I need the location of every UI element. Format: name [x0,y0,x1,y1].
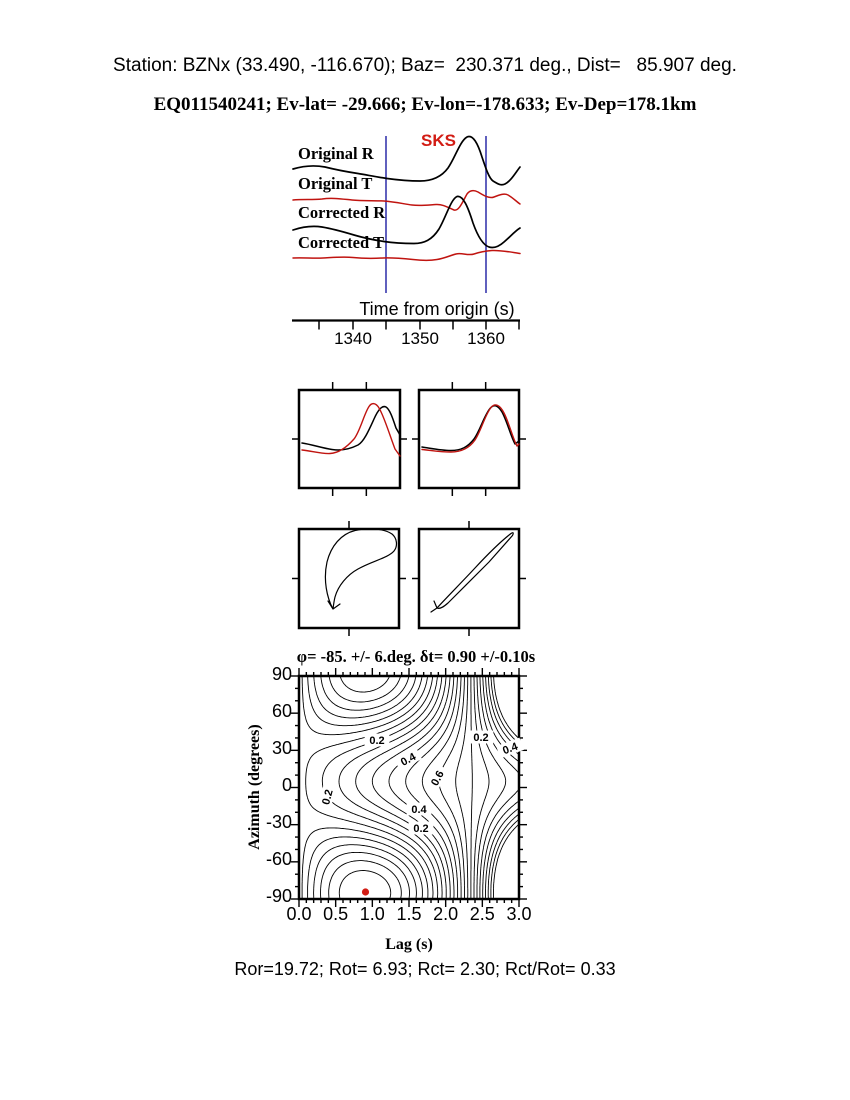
time-axis-label: Time from origin (s) [359,299,515,319]
contour-annotation-text: 0.4 [501,740,520,758]
az-tick-0: 0 [281,775,292,795]
results-line: Ror=19.72; Rot= 6.93; Rct= 2.30; Rct/Rot= 0.33 [234,959,616,979]
particle-left-loop [325,529,396,609]
contour-panel [291,668,527,907]
trace-label-original-r: Original R [298,144,374,163]
lag-tick-15: 1.5 [396,904,422,924]
station-info-line: Station: BZNx (33.490, -116.670); Baz= 230.371 deg., Dist= 85.907 deg. [113,55,737,76]
az-tick-90: 90 [271,664,292,684]
contour-annotation-text: 0.4 [411,804,427,816]
lag-tick-10: 1.0 [359,904,385,924]
overlay-box [419,390,519,488]
lag-tick-00: 0.0 [286,904,312,924]
contour-annotation-text: 0.2 [320,788,336,807]
event-info-line: EQ011540241; Ev-lat= -29.666; Ev-lon=-178.633; Ev-Dep=178.1km [153,94,697,115]
time-tick-1360: 1360 [467,329,505,348]
time-tick-1350: 1350 [401,329,439,348]
contour-line [456,676,468,899]
azimuth-axis-label: Azimuth (degrees) [246,724,263,850]
time-tick-1340: 1340 [334,329,372,348]
lag-axis-label: Lag (s) [385,936,433,953]
contour-line [471,676,472,899]
trace-label-corrected-t: Corrected T [298,233,384,252]
particle-box [299,529,399,628]
overlay-box [299,390,400,488]
trace-label-corrected-r: Corrected R [298,203,386,222]
contour-annotation-text: 0.2 [473,732,489,744]
contour-line [488,676,519,899]
az-tick-m90: -90 [265,886,292,906]
trace-label-original-t: Original T [298,174,373,193]
contour-line [422,676,461,899]
contour-line [494,676,520,899]
best-fit-dot [362,888,369,895]
overlay-left-black [302,407,400,450]
contour-annotation [407,803,432,817]
contour-line [491,676,519,899]
contour-annotation-text: 0.4 [398,750,419,769]
az-tick-m60: -60 [265,849,292,869]
az-tick-30: 30 [271,738,292,758]
contour-annotation [469,731,494,745]
contour-annotation [365,734,390,748]
contour-title: φ= -85. +/- 6.deg. δt= 0.90 +/-0.10s [296,647,536,666]
contour-annotation-text: 0.2 [369,735,385,747]
az-tick-60: 60 [271,701,292,721]
contour-annotation [318,783,337,810]
contour-annotation-text: 0.6 [428,768,447,789]
lag-tick-25: 2.5 [469,904,495,924]
contour-annotation [394,747,422,771]
lag-tick-30: 3.0 [506,904,532,924]
contour-line [389,676,454,899]
overlay-row [292,382,526,496]
phase-pick-label: SKS [421,131,456,150]
particle-right-line [431,533,513,612]
az-tick-m30: -30 [265,812,292,832]
contour-annotation-text: 0.2 [413,823,429,835]
overlay-right-red [422,405,519,452]
lag-tick-05: 0.5 [323,904,349,924]
particle-row [292,521,526,636]
particle-box [419,529,519,628]
lag-tick-20: 2.0 [433,904,459,924]
contour-annotation [409,822,434,836]
contour-annotation [425,764,449,792]
